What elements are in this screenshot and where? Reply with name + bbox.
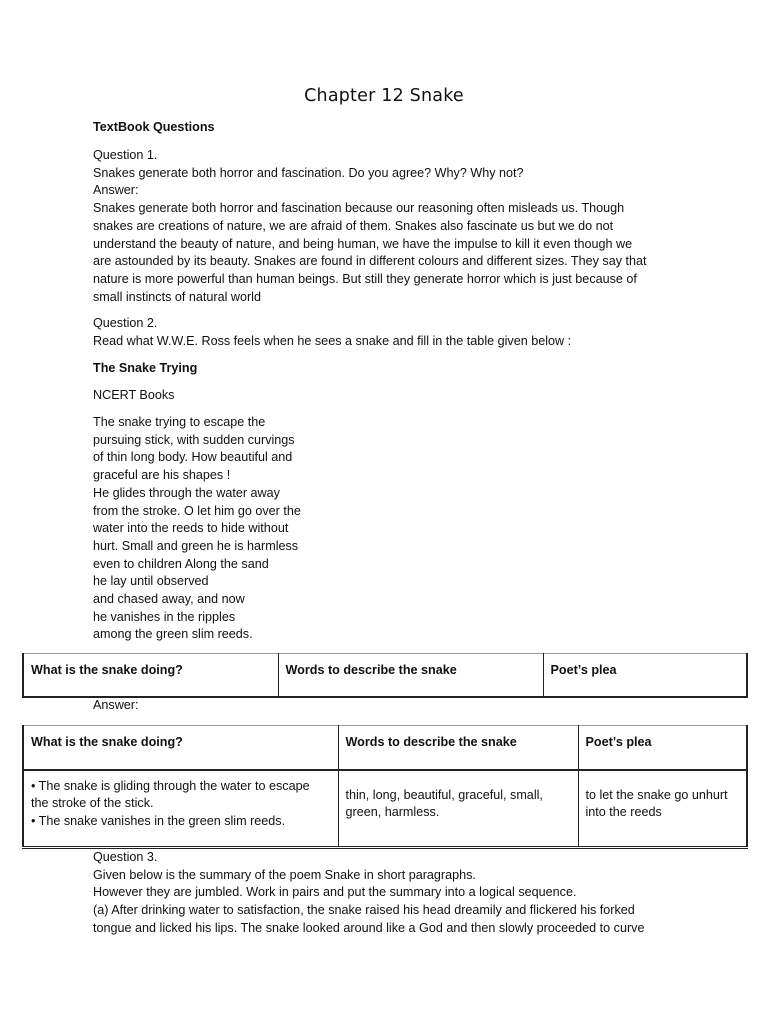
poem-line: hurt. Small and green he is harmless: [93, 538, 299, 553]
answer-label: Answer:: [93, 698, 139, 712]
answer-line: snakes are creations of nature, we are afraid of them. Snakes also fascinate us but we do not: [93, 218, 614, 233]
answer-line: are astounded by its beauty. Snakes are found in different colours and different sizes. They say that: [93, 254, 647, 269]
question-1: [93, 147, 673, 306]
table-header-plea: Poet’s plea: [543, 654, 747, 697]
answer-cell-doing: [23, 770, 338, 848]
question-line: Given below is the summary of the poem Snake in short paragraphs.: [93, 867, 476, 882]
poem-line: pursuing stick, with sudden curvings: [93, 432, 295, 447]
poem-line: he vanishes in the ripples: [93, 609, 236, 624]
answer-cell-plea: [578, 770, 747, 848]
question-text: Read what W.W.E. Ross feels when he sees a snake and fill in the table given below :: [93, 333, 572, 348]
answer-line: Snakes generate both horror and fascination because our reasoning often misleads us. Though: [93, 201, 625, 216]
answer-cell-words: [338, 770, 578, 848]
answer-line: understand the beauty of nature, and being human, we have the impulse to kill it even though we: [93, 236, 633, 251]
poem-line: He glides through the water away: [93, 485, 280, 500]
answer-cell-line: thin, long, beautiful, graceful, small,: [345, 787, 543, 802]
poem-line: graceful are his shapes !: [93, 468, 231, 483]
table-header-doing: What is the snake doing?: [23, 654, 278, 697]
question-2: [93, 315, 673, 350]
poem-line: even to children Along the sand: [93, 556, 269, 571]
question-3: [93, 849, 693, 938]
answer-cell-line: • The snake is gliding through the water to escape: [31, 778, 310, 793]
answer-table: [22, 725, 748, 849]
answer-header-plea: Poet’s plea: [578, 726, 747, 770]
answer-line: nature is more powerful than human beings. But still they generate horror which is just because of: [93, 271, 637, 286]
table-header-words: Words to describe the snake: [278, 654, 543, 697]
section-heading: TextBook Questions: [93, 120, 215, 134]
answer-header-doing: What is the snake doing?: [23, 726, 338, 770]
answer-line: small instincts of natural world: [93, 289, 261, 304]
answer-header-words: Words to describe the snake: [338, 726, 578, 770]
poem-line: among the green slim reeds.: [93, 627, 253, 642]
question-line: (a) After drinking water to satisfaction, the snake raised his head dreamily and flickered his forked: [93, 903, 635, 918]
poem-line: The snake trying to escape the: [93, 415, 266, 429]
answer-cell-line: • The snake vanishes in the green slim reeds.: [31, 813, 286, 828]
answer-cell-line: into the reeds: [585, 805, 662, 820]
question-table: [22, 653, 748, 698]
poem-line: from the stroke. O let him go over the: [93, 503, 301, 518]
answer-cell-line: to let the snake go unhurt: [585, 787, 728, 802]
page-title: Chapter 12 Snake: [304, 86, 464, 106]
answer-label: Answer:: [93, 183, 139, 198]
poem-line: he lay until observed: [93, 574, 209, 589]
poem-line: and chased away, and now: [93, 592, 245, 607]
question-label: Question 3.: [93, 850, 158, 864]
answer-cell-line: green, harmless.: [345, 805, 440, 820]
question-line: However they are jumbled. Work in pairs and put the summary into a logical sequence.: [93, 885, 577, 900]
question-line: tongue and licked his lips. The snake looked around like a God and then slowly proceeded to curve: [93, 920, 645, 935]
poem-line: water into the reeds to hide without: [93, 521, 289, 536]
answer-cell-line: the stroke of the stick.: [31, 796, 154, 811]
poem: [93, 414, 673, 644]
question-label: Question 2.: [93, 316, 158, 330]
poem-title: The Snake Trying: [93, 361, 198, 375]
question-text: Snakes generate both horror and fascination. Do you agree? Why? Why not?: [93, 165, 524, 180]
question-label: Question 1.: [93, 148, 158, 162]
poem-line: of thin long body. How beautiful and: [93, 450, 293, 465]
source-label: NCERT Books: [93, 388, 175, 402]
